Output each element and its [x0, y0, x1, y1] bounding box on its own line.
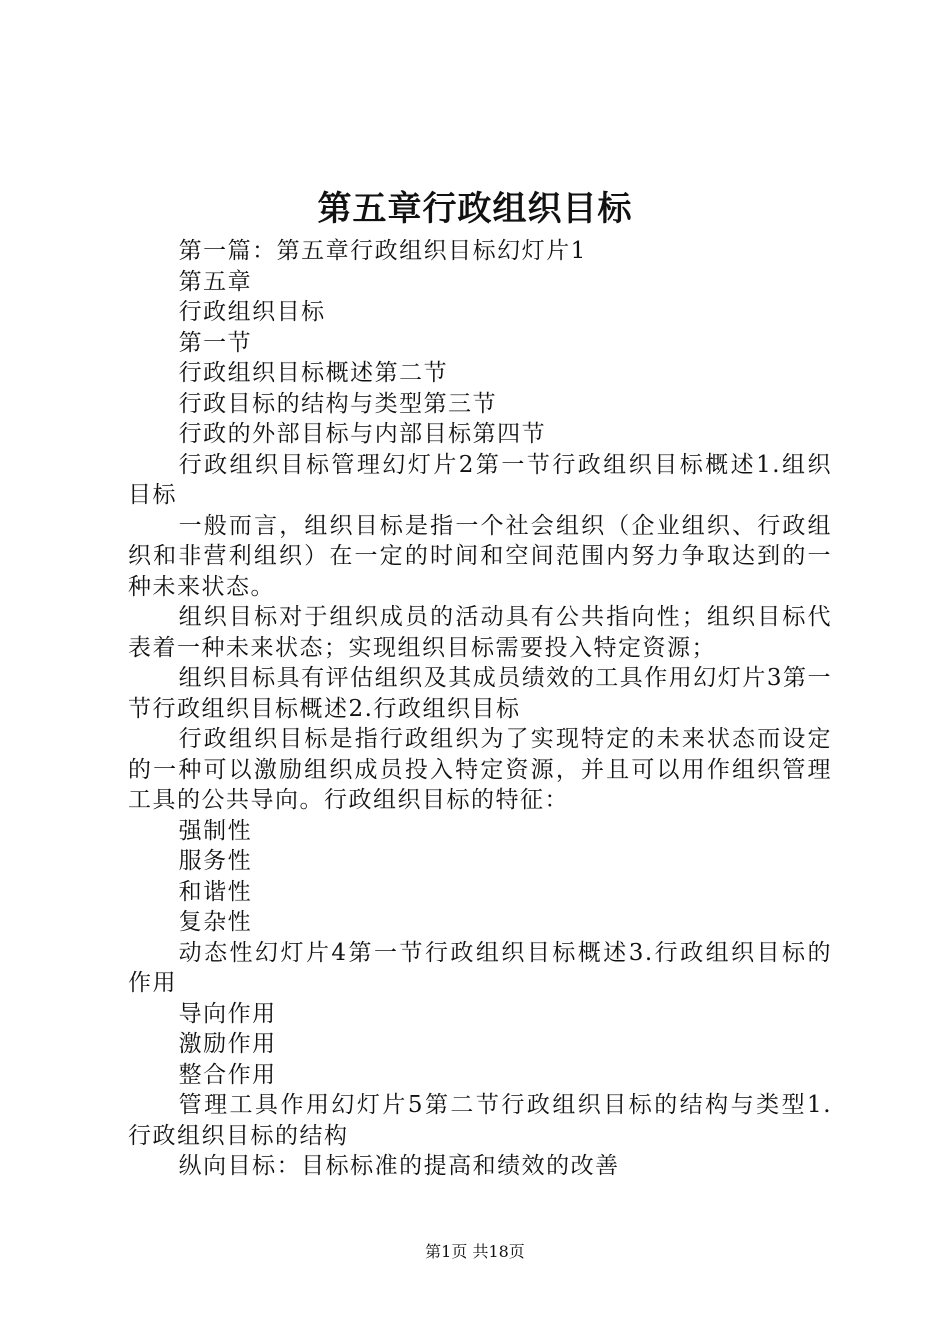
paragraph: 整合作用	[178, 1061, 277, 1088]
paragraph: 服务性	[178, 848, 253, 874]
paragraph: 行政组织目标管理幻灯片2第一节行政组织目标概述1.组织目标	[128, 451, 832, 508]
paragraph: 管理工具作用幻灯片5第二节行政组织目标的结构与类型1.行政组织目标的结构	[128, 1092, 832, 1149]
paragraph: 纵向目标：目标标准的提高和绩效的改善	[178, 1153, 620, 1179]
document-body	[128, 236, 832, 1182]
paragraph: 行政目标的结构与类型第三节	[178, 390, 498, 417]
paragraph: 强制性	[178, 817, 253, 844]
paragraph: 复杂性	[178, 909, 253, 935]
paragraph: 和谐性	[178, 878, 253, 905]
paragraph: 第五章	[178, 268, 253, 295]
paragraph: 行政的外部目标与内部目标第四节	[178, 421, 547, 447]
paragraph: 导向作用	[178, 1000, 277, 1027]
paragraph: 第一节	[178, 329, 253, 356]
paragraph: 行政组织目标是指行政组织为了实现特定的未来状态而设定的一种可以激励组织成员投入特定资源，并且可以用作组织管理工具的公共导向。行政组织目标的特征：	[128, 726, 832, 813]
paragraph: 一般而言，组织目标是指一个社会组织（企业组织、行政组织和非营利组织）在一定的时间和空间范围内努力争取达到的一种未来状态。	[128, 512, 832, 600]
paragraph: 组织目标对于组织成员的活动具有公共指向性；组织目标代表着一种未来状态；实现组织目标需要投入特定资源；	[128, 604, 832, 661]
page-footer: 第1页 共18页	[425, 1242, 525, 1261]
paragraph: 第一篇：第五章行政组织目标幻灯片1	[178, 238, 587, 264]
paragraph: 行政组织目标	[178, 299, 326, 325]
document-title: 第五章行政组织目标	[317, 189, 633, 229]
paragraph: 组织目标具有评估组织及其成员绩效的工具作用幻灯片3第一节行政组织目标概述2.行政组织目标	[128, 665, 832, 722]
paragraph: 动态性幻灯片4第一节行政组织目标概述3.行政组织目标的作用	[128, 939, 832, 996]
paragraph: 行政组织目标概述第二节	[178, 360, 449, 386]
paragraph: 激励作用	[178, 1031, 277, 1057]
